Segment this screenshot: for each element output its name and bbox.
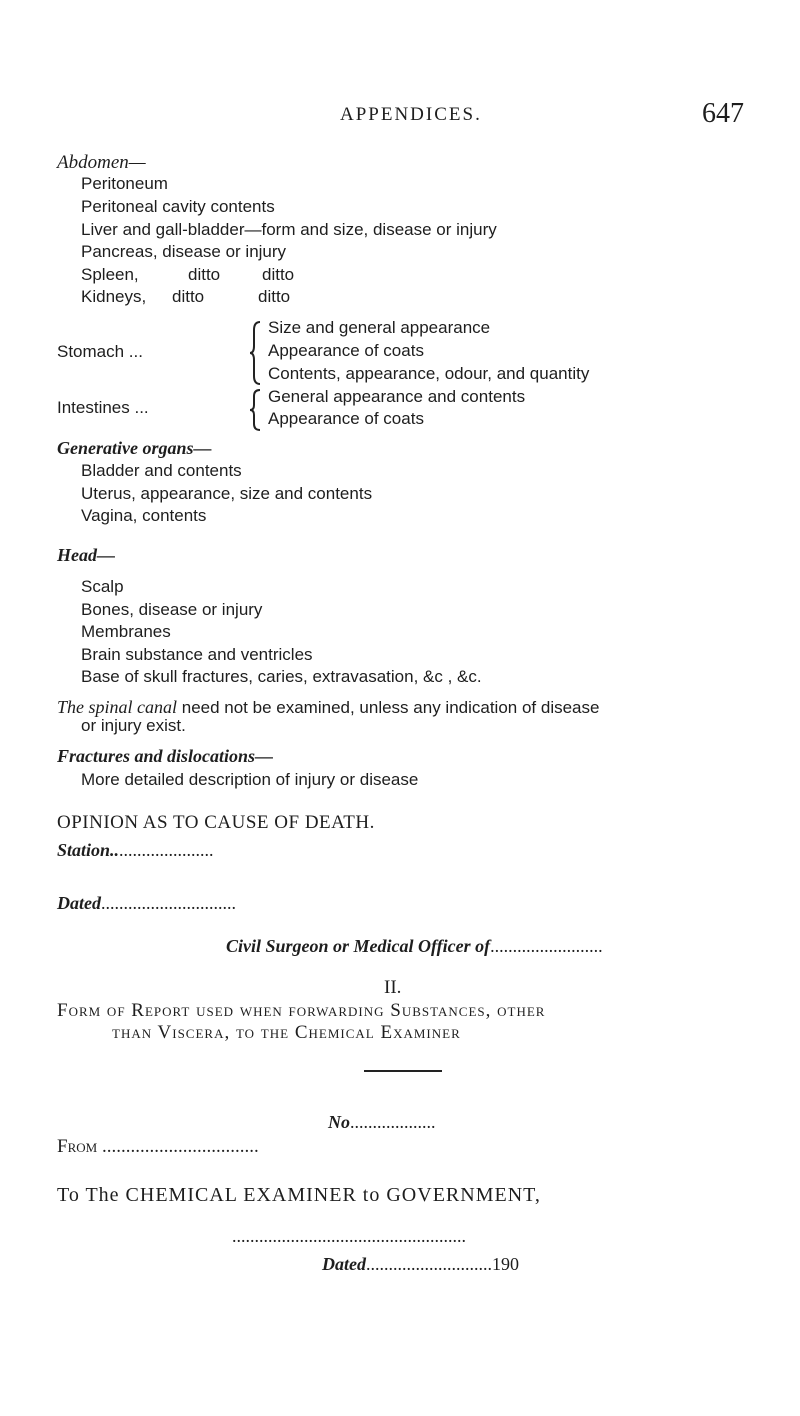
intestines-item: Appearance of coats (268, 409, 424, 428)
head-heading: Head— (57, 545, 115, 565)
generative-heading: Generative organs— (57, 438, 212, 458)
kidneys-ditto: ditto (172, 287, 205, 306)
kidneys-ditto: ditto (258, 287, 291, 306)
abdomen-line: Pancreas, disease or injury (81, 242, 287, 261)
abdomen-line: Peritoneal cavity contents (81, 197, 275, 216)
divider-rule (364, 1070, 442, 1072)
fractures-heading: Fractures and dislocations— (57, 746, 274, 766)
signature-line: Civil Surgeon or Medical Officer of......................... (226, 936, 603, 956)
station-field: Station....................... (57, 840, 214, 860)
station-label: Station.. (57, 840, 120, 860)
section-numeral: II. (384, 977, 402, 998)
form-title-line1: Form of Report used when forwarding Substances, other (57, 1000, 546, 1021)
from-field: From ................................. (57, 1136, 259, 1157)
spinal-line2: or injury exist. (81, 716, 186, 735)
page-number: 647 (702, 98, 744, 129)
intestines-brace (248, 388, 262, 432)
spinal-italic: The spinal canal (57, 697, 177, 717)
abdomen-line: Liver and gall-bladder—form and size, disease or injury (81, 220, 497, 239)
stomach-item: Contents, appearance, odour, and quantity (268, 364, 590, 383)
head-line: Scalp (81, 577, 124, 596)
generative-line: Uterus, appearance, size and contents (81, 484, 373, 503)
stomach-item: Size and general appearance (268, 318, 491, 337)
abdomen-line: Peritoneum (81, 174, 168, 193)
generative-line: Bladder and contents (81, 461, 242, 480)
kidneys-label: Kidneys, (81, 287, 147, 306)
spleen-label: Spleen, (81, 265, 139, 284)
dated-year-field: Dated............................190 (322, 1254, 519, 1274)
spleen-ditto: ditto (262, 265, 295, 284)
from-label: From (57, 1136, 98, 1157)
stomach-brace (248, 320, 262, 386)
head-line: Base of skull fractures, caries, extravasation, &c , &c. (81, 667, 482, 686)
opinion-heading: OPINION AS TO CAUSE OF DEATH. (57, 812, 375, 833)
dated-field: Dated.............................. (57, 893, 236, 913)
form-title-line2: than Viscera, to the Chemical Examiner (112, 1022, 461, 1043)
fractures-line: More detailed description of injury or disease (81, 770, 419, 789)
spleen-ditto: ditto (188, 265, 221, 284)
no-field: No................... (328, 1112, 436, 1132)
address-dots: .................................................... (232, 1226, 466, 1246)
abdomen-heading: Abdomen— (57, 152, 146, 173)
signature-label: Civil Surgeon or Medical Officer of (226, 936, 491, 956)
spinal-rest: need not be examined, unless any indication of disease (181, 698, 600, 717)
running-header: APPENDICES. (340, 104, 482, 125)
year-prefix: 190 (492, 1254, 519, 1274)
stomach-label: Stomach ... (57, 342, 143, 361)
generative-line: Vagina, contents (81, 506, 207, 525)
head-line: Brain substance and ventricles (81, 645, 313, 664)
dated-year-label: Dated (322, 1254, 366, 1274)
spinal-note (57, 697, 599, 718)
to-line: To The CHEMICAL EXAMINER to GOVERNMENT, (57, 1184, 541, 1206)
dated-label: Dated (57, 893, 101, 913)
head-line: Membranes (81, 622, 171, 641)
no-label: No (328, 1112, 350, 1132)
stomach-item: Appearance of coats (268, 341, 424, 360)
intestines-item: General appearance and contents (268, 387, 526, 406)
intestines-label: Intestines ... (57, 398, 149, 417)
head-line: Bones, disease or injury (81, 600, 263, 619)
